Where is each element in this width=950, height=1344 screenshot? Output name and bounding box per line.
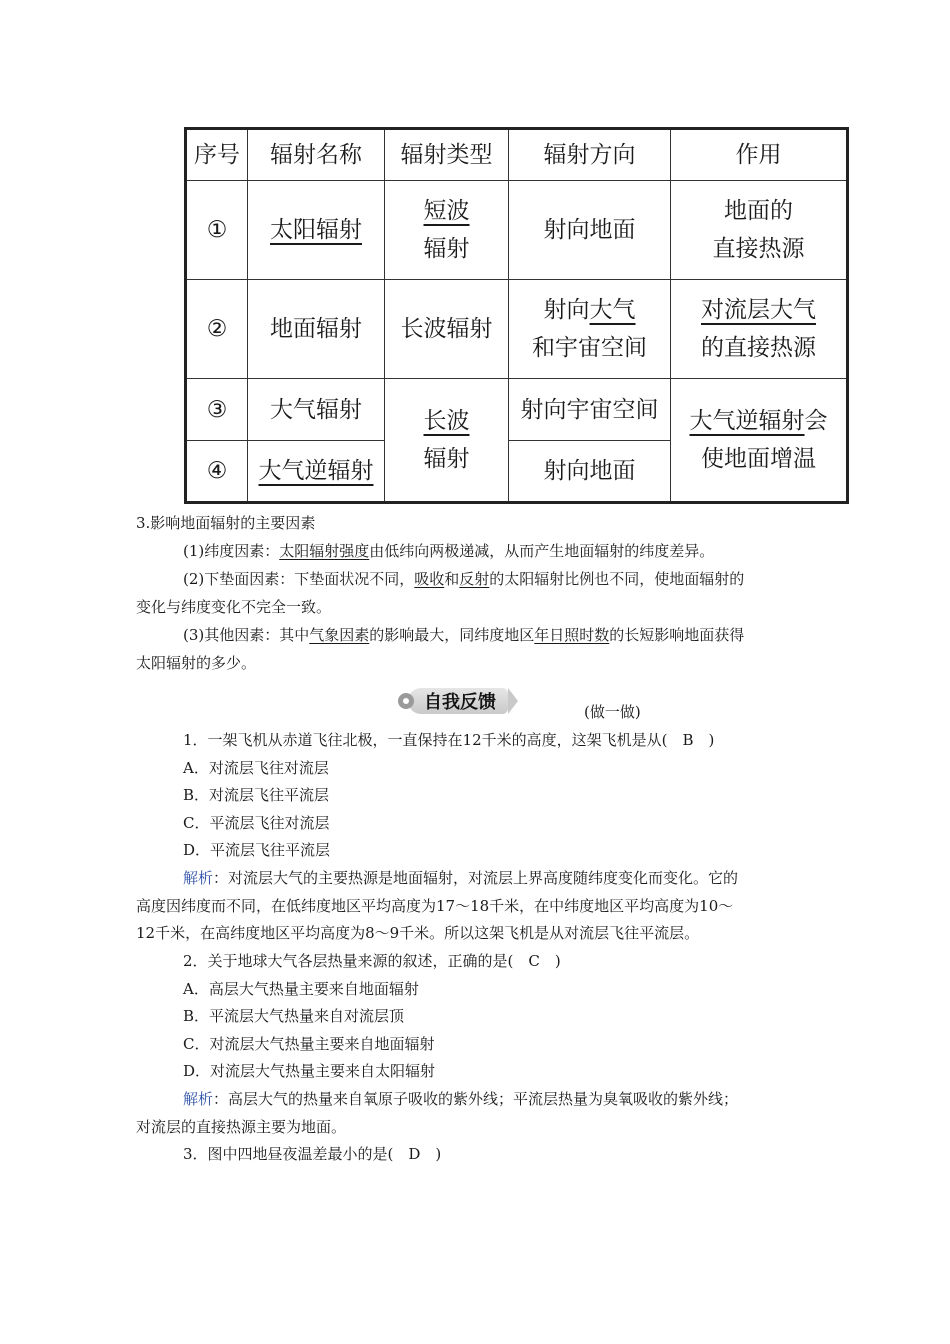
- bullet-icon: [398, 693, 414, 709]
- radiation-table: [184, 127, 849, 504]
- question-1-option-c: C．平流层飞往对流层: [183, 814, 330, 832]
- paragraph-latitude: [183, 538, 873, 566]
- effect-underlined: 大气逆辐射: [689, 408, 805, 434]
- question-1-option-b: B．对流层飞往平流层: [183, 786, 330, 804]
- radiation-name: 大气辐射: [248, 379, 385, 441]
- analysis-text: ：对流层大气的主要热源是地面辐射，对流层上界高度随纬度变化而变化。它的: [213, 869, 739, 887]
- radiation-type-line1: 短波: [423, 198, 470, 224]
- question-2-option-c: C．对流层大气热量主要来自地面辐射: [183, 1035, 435, 1053]
- radiation-type-line1: 长波: [423, 408, 470, 434]
- radiation-type-line2: 辐射: [423, 236, 470, 262]
- text: 和: [444, 570, 460, 588]
- question-2-stem: 2．关于地球大气各层热量来源的叙述，正确的是( C ): [183, 952, 561, 970]
- radiation-name: 地面辐射: [248, 280, 385, 379]
- question-2-analysis-line2: 对流层的直接热源主要为地面。: [136, 1118, 347, 1136]
- row-number: ④: [186, 441, 248, 503]
- effect-line2: 的直接热源: [701, 335, 816, 361]
- question-1-stem: 1．一架飞机从赤道飞往北极，一直保持在12千米的高度，这架飞机是从( B ): [183, 731, 715, 749]
- table-row: [186, 379, 848, 441]
- feedback-title: 自我反馈: [408, 688, 508, 714]
- question-2-option-a: A．高层大气热量主要来自地面辐射: [183, 980, 419, 998]
- direction-text: 射向: [543, 297, 590, 323]
- header-name: 辐射名称: [248, 129, 385, 181]
- text: (2)下垫面因素：下垫面状况不同，: [183, 570, 415, 588]
- header-type: 辐射类型: [385, 129, 509, 181]
- row-number: ③: [186, 379, 248, 441]
- table-row: [186, 181, 848, 280]
- header-direction: 辐射方向: [509, 129, 671, 181]
- radiation-name: [248, 181, 385, 280]
- feedback-header: [398, 687, 518, 715]
- effect-line2: 使地面增温: [701, 446, 816, 472]
- radiation-effect: [671, 181, 848, 280]
- effect-suffix: 会: [804, 408, 828, 434]
- text: 的影响最大，同纬度地区: [369, 626, 535, 644]
- radiation-type: 长波辐射: [385, 280, 509, 379]
- effect-underlined: 对流层大气: [701, 297, 816, 323]
- underlined-term: 反射: [459, 570, 490, 588]
- radiation-name: [248, 441, 385, 503]
- radiation-name-text: 大气逆辐射: [258, 458, 374, 484]
- radiation-effect: [671, 379, 848, 503]
- direction-line2: 和宇宙空间: [532, 335, 647, 361]
- question-1-option-a: A．对流层飞往对流层: [183, 759, 329, 777]
- question-1-analysis-line2: 高度因纬度而不同，在低纬度地区平均高度为17～18千米，在中纬度地区平均高度为10～: [136, 897, 734, 915]
- text: (3)其他因素：其中: [183, 626, 310, 644]
- question-1-option-d: D．平流层飞往平流层: [183, 841, 331, 859]
- question-3-stem: 3．图中四地昼夜温差最小的是( D ): [183, 1145, 442, 1163]
- feedback-subtitle: (做一做): [584, 703, 641, 721]
- section-title: 3.影响地面辐射的主要因素: [136, 514, 316, 532]
- table-header-row: [186, 129, 848, 181]
- question-1-analysis: [183, 865, 873, 893]
- radiation-type: [385, 181, 509, 280]
- text: 的长短影响地面获得: [609, 626, 745, 644]
- question-2-analysis: [183, 1086, 873, 1114]
- underlined-term: 年日照时数: [534, 626, 610, 644]
- text: (1)纬度因素：: [183, 542, 280, 560]
- underlined-term: 太阳辐射强度: [279, 542, 370, 560]
- direction-underlined: 大气: [589, 297, 636, 323]
- question-2-option-b: B．平流层大气热量来自对流层顶: [183, 1007, 405, 1025]
- arrow-icon: [508, 688, 518, 714]
- text: 的太阳辐射比例也不同，使地面辐射的: [489, 570, 745, 588]
- paragraph-surface: [183, 566, 873, 594]
- question-2-option-d: D．对流层大气热量主要来自太阳辐射: [183, 1062, 436, 1080]
- paragraph-other: [183, 622, 873, 650]
- effect-line2: 直接热源: [712, 236, 805, 262]
- question-1-analysis-line3: 12千米，在高纬度地区平均高度为8～9千米。所以这架飞机是从对流层飞往平流层。: [136, 924, 700, 942]
- radiation-type-line2: 辐射: [423, 446, 470, 472]
- analysis-label: 解析: [183, 869, 214, 887]
- underlined-term: 气象因素: [309, 626, 370, 644]
- header-no: 序号: [186, 129, 248, 181]
- radiation-direction: 射向地面: [509, 441, 671, 503]
- underlined-term: 吸收: [414, 570, 445, 588]
- paragraph-surface-cont: 变化与纬度变化不完全一致。: [136, 598, 332, 616]
- paragraph-other-cont: 太阳辐射的多少。: [136, 654, 257, 672]
- row-number: ①: [186, 181, 248, 280]
- effect-line1: 地面的: [724, 198, 793, 224]
- header-effect: 作用: [671, 129, 848, 181]
- analysis-text: ：高层大气的热量来自氧原子吸收的紫外线；平流层热量为臭氧吸收的紫外线；: [213, 1090, 739, 1108]
- radiation-name-text: 太阳辐射: [270, 217, 362, 243]
- row-number: ②: [186, 280, 248, 379]
- radiation-direction: 射向地面: [509, 181, 671, 280]
- radiation-direction: 射向宇宙空间: [509, 379, 671, 441]
- radiation-direction: [509, 280, 671, 379]
- table-row: [186, 280, 848, 379]
- radiation-type: [385, 379, 509, 503]
- radiation-effect: [671, 280, 848, 379]
- text: 由低纬向两极递减，从而产生地面辐射的纬度差异。: [369, 542, 715, 560]
- analysis-label: 解析: [183, 1090, 214, 1108]
